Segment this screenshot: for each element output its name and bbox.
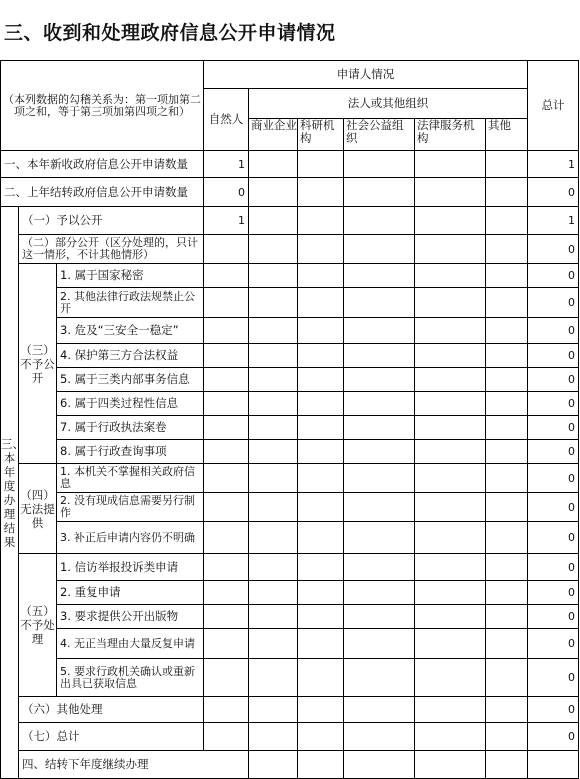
row-label: 7. 属于行政执法案卷 <box>57 416 204 440</box>
header-legal-orgs: 法人或其他组织 <box>249 89 528 119</box>
row-label: 2. 重复申请 <box>57 581 204 605</box>
header-natural-person: 自然人 <box>204 89 249 151</box>
header-commercial: 商业企业 <box>249 119 298 151</box>
natural-person-count: 1 <box>204 207 249 235</box>
row-label: （六）其他处理 <box>19 697 204 723</box>
table-row <box>1 629 579 659</box>
total-count: 1 <box>528 151 579 178</box>
total-count: 0 <box>528 554 579 581</box>
header-other: 其他 <box>486 119 528 151</box>
table-row <box>1 392 579 416</box>
table-row <box>1 178 579 207</box>
total-count: 0 <box>528 522 579 554</box>
total-count: 0 <box>528 493 579 522</box>
total-count: 0 <box>528 629 579 659</box>
row-label: 5. 属于三类内部事务信息 <box>57 368 204 392</box>
table-row <box>1 493 579 522</box>
header-legal-service: 法律服务机构 <box>415 119 486 151</box>
total-count: 0 <box>528 581 579 605</box>
row-label: （二）部分公开（区分处理的，只计这一情形，不计其他情形） <box>19 235 204 264</box>
header-applicant-info: 申请人情况 <box>204 61 528 89</box>
table-row <box>1 605 579 629</box>
row-label: 5. 要求行政机关确认或重新出具已获取信息 <box>57 659 204 697</box>
row-label: 四、结转下年度继续办理 <box>19 751 249 779</box>
total-count: 0 <box>528 344 579 368</box>
row-label: 一、本年新收政府信息公开申请数量 <box>1 151 204 178</box>
header-research: 科研机构 <box>298 119 344 151</box>
table-row <box>1 522 579 554</box>
total-count: 0 <box>528 318 579 344</box>
total-count: 0 <box>528 178 579 207</box>
table-row <box>1 264 579 288</box>
table-row <box>1 416 579 440</box>
row-label: 2. 其他法律行政法规禁止公开 <box>57 288 204 318</box>
group5-label: （五）不予处理 <box>19 554 57 697</box>
total-count: 0 <box>528 264 579 288</box>
table-row <box>1 581 579 605</box>
page-title: 三、收到和处理政府信息公开申请情况 <box>4 22 336 44</box>
total-count: 0 <box>528 235 579 264</box>
row-label: 3. 危及“三安全一稳定” <box>57 318 204 344</box>
row-label: 1. 本机关不掌握相关政府信息 <box>57 464 204 493</box>
total-count: 0 <box>528 464 579 493</box>
row-label: （七）总计 <box>19 723 204 751</box>
table-row <box>1 554 579 581</box>
section3-label: 三、本年度办理结果 <box>1 207 19 779</box>
natural-person-count: 0 <box>204 178 249 207</box>
total-count: 1 <box>528 207 579 235</box>
table-row <box>1 440 579 464</box>
table-row <box>1 151 579 178</box>
row-label: 1. 属于国家秘密 <box>57 264 204 288</box>
table-row <box>1 368 579 392</box>
total-count: 0 <box>528 723 579 751</box>
row-label: 8. 属于行政查询事项 <box>57 440 204 464</box>
header-note: （本列数据的勾稽关系为：第一项加第二项之和，等于第三项加第四项之和） <box>1 61 204 151</box>
total-count: 0 <box>528 288 579 318</box>
row-label: 1. 信访举报投诉类申请 <box>57 554 204 581</box>
total-count: 0 <box>528 368 579 392</box>
row-label: 6. 属于四类过程性信息 <box>57 392 204 416</box>
row-label: 二、上年结转政府信息公开申请数量 <box>1 178 204 207</box>
table-row <box>1 697 579 723</box>
group4-label: （四）无法提供 <box>19 464 57 554</box>
table-row <box>1 235 579 264</box>
table-row <box>1 318 579 344</box>
total-count: 0 <box>528 416 579 440</box>
row-label: 4. 保护第三方合法权益 <box>57 344 204 368</box>
disclosure-table <box>0 60 579 779</box>
table-row <box>1 464 579 493</box>
header-total: 总计 <box>528 61 579 151</box>
table-row <box>1 207 579 235</box>
total-count: 0 <box>528 605 579 629</box>
total-count: 0 <box>528 440 579 464</box>
total-count: 0 <box>528 659 579 697</box>
row-label: 2. 没有现成信息需要另行制作 <box>57 493 204 522</box>
total-count: 0 <box>528 697 579 723</box>
total-count: 0 <box>528 392 579 416</box>
table-row <box>1 288 579 318</box>
table-row <box>1 751 579 779</box>
table-row <box>1 344 579 368</box>
header-social-welfare: 社会公益组织 <box>344 119 415 151</box>
table-row <box>1 659 579 697</box>
row-label: 3. 要求提供公开出版物 <box>57 605 204 629</box>
group3-label: （三）不予公开 <box>19 264 57 464</box>
row-label: （一）予以公开 <box>19 207 204 235</box>
table-row <box>1 723 579 751</box>
natural-person-count: 1 <box>204 151 249 178</box>
row-label: 4. 无正当理由大量反复申请 <box>57 629 204 659</box>
row-label: 3. 补正后申请内容仍不明确 <box>57 522 204 554</box>
